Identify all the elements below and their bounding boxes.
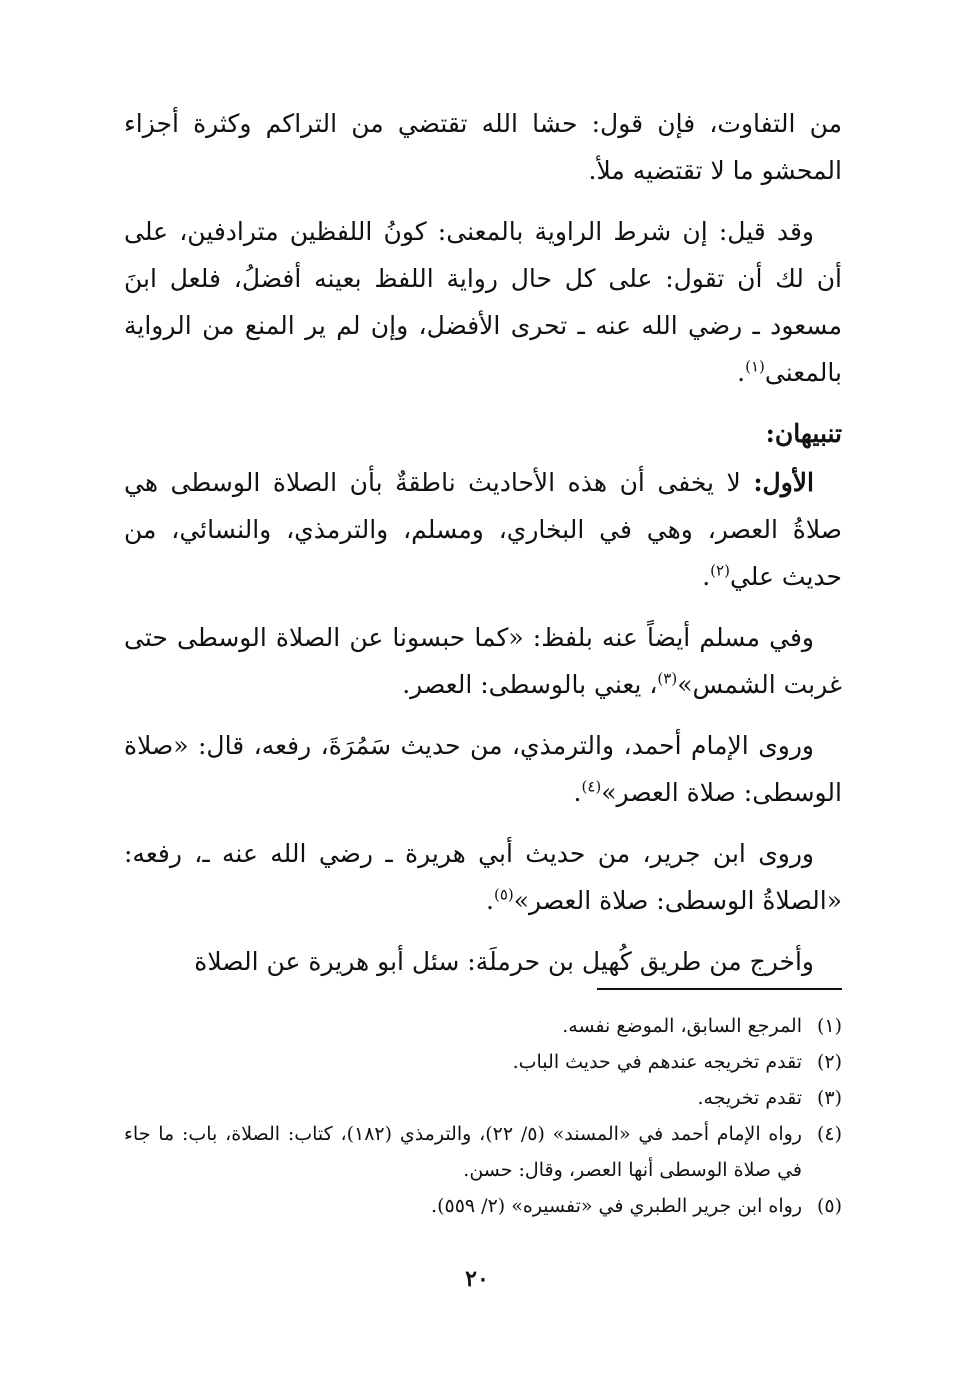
footnote-text: تقدم تخريجه عندهم في حديث الباب. (512, 1051, 802, 1073)
paragraph-2 (124, 208, 842, 396)
paragraph-7 (124, 938, 842, 985)
paragraph-6-end: . (486, 886, 494, 915)
footnote-text: تقدم تخريجه. (697, 1087, 802, 1109)
paragraph-1 (124, 100, 842, 194)
paragraph-5-end: . (573, 778, 582, 807)
footnote-item (124, 1080, 842, 1116)
paragraph-3 (124, 459, 842, 600)
main-text (124, 100, 842, 999)
paragraph-5 (124, 722, 842, 816)
footnote-text: رواه الإمام أحمد في «المسند» (٥/ ٢٢)، والترمذي (١٨٢)، كتاب: الصلاة، باب: ما جاء في صلاة الوسطى أنها العصر، وقال: حسن. (124, 1123, 802, 1181)
footnote-ref-2: (٢) (710, 561, 730, 580)
footnote-text: المرجع السابق، الموضع نفسه. (562, 1015, 802, 1037)
paragraph-3-lead: الأول: (753, 468, 814, 497)
footnotes (124, 1008, 842, 1224)
paragraph-4 (124, 614, 842, 708)
footnote-item (124, 1044, 842, 1080)
page-number: ٢٠ (465, 1266, 489, 1292)
footnote-number: (٥) (816, 1195, 842, 1217)
paragraph-2-text: وقد قيل: إن شرط الراوية بالمعنى: كونُ اللفظين مترادفين، على أن لك أن تقول: على كل حال رواية اللفظ بعينه أفضلُ، فلعل ابنَ مسعود ـ رضي الله عنه ـ تحرى الأفضل، وإن لم ير المنع من الرواية بالمعنى (124, 217, 842, 387)
paragraph-5-text: وروى الإمام أحمد، والترمذي، من حديث سَمُرَةَ، رفعه، قال: «صلاة الوسطى: صلاة العصر» (124, 731, 842, 807)
footnote-text: رواه ابن جرير الطبري في «تفسيره» (٢/ ٥٥٩). (431, 1195, 802, 1217)
footnote-number: (٢) (816, 1051, 842, 1073)
paragraph-6-text: وروى ابن جرير، من حديث أبي هريرة ـ رضي الله عنه ـ، رفعه: «الصلاةُ الوسطى: صلاة العصر» (124, 839, 842, 915)
paragraph-2-end: . (737, 358, 746, 387)
paragraph-3-end: . (702, 562, 711, 591)
footnote-ref-1: (١) (745, 357, 765, 376)
footnote-ref-3: (٣) (657, 669, 678, 688)
paragraph-1-text: من التفاوت، فإن قول: حشا الله تقتضي من التراكم وكثرة أجزاء المحشو ما لا تقتضيه ملأ. (124, 109, 842, 185)
section-heading: تنبيهان: (765, 419, 842, 448)
footnote-item (124, 1116, 842, 1188)
footnote-ref-4: (٤) (581, 777, 602, 796)
footnote-item (124, 1188, 842, 1224)
paragraph-7-text: وأخرج من طريق كُهيل بن حرملَة: سئل أبو هريرة عن الصلاة (194, 947, 814, 976)
paragraph-4-text: وفي مسلم أيضاً عنه بلفظ: «كما حبسونا عن الصلاة الوسطى حتى غربت الشمس» (124, 623, 842, 699)
footnote-number: (١) (816, 1015, 842, 1037)
footnote-divider (597, 988, 842, 990)
footnote-number: (٣) (816, 1087, 842, 1109)
paragraph-4-end: ، يعني بالوسطى: العصر. (402, 670, 658, 699)
footnote-number: (٤) (816, 1123, 842, 1145)
footnote-ref-5: (٥) (493, 885, 514, 904)
paragraph-3-text: لا يخفى أن هذه الأحاديث ناطقةٌ بأن الصلاة الوسطى هي صلاةُ العصر، وهي في البخاري، ومسلم، والترمذي، والنسائي، من حديث علي (124, 468, 842, 591)
footnote-item (124, 1008, 842, 1044)
paragraph-6 (124, 830, 842, 924)
